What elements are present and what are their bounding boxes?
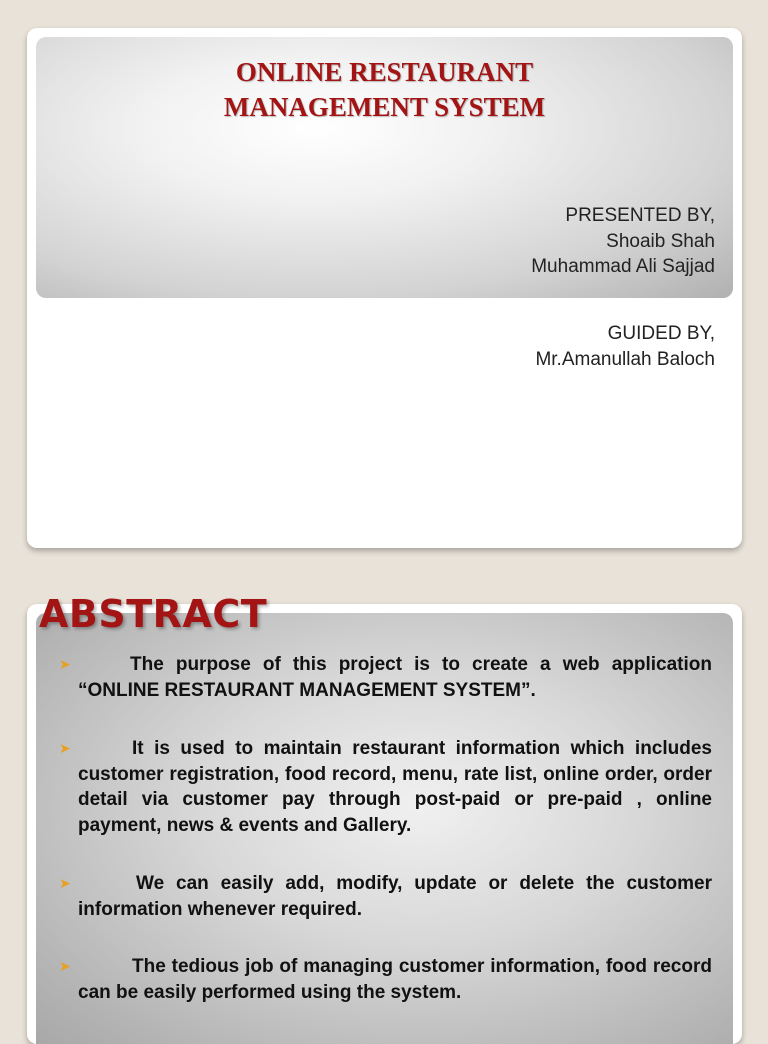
presented-by-label: PRESENTED BY, bbox=[565, 205, 715, 226]
guide-name: Mr.Amanullah Baloch bbox=[535, 349, 715, 370]
title-line-2: MANAGEMENT SYSTEM bbox=[223, 92, 546, 122]
abstract-slide bbox=[27, 604, 742, 1044]
bullet-item: We can easily add, modify, update or delete the customer information whenever required. bbox=[78, 873, 712, 920]
presenter-name: Muhammad Ali Sajjad bbox=[531, 256, 715, 277]
title-banner bbox=[36, 37, 733, 298]
arrow-bullet-icon: ➤ bbox=[59, 958, 71, 974]
abstract-heading: ABSTRACT bbox=[39, 592, 268, 636]
title-slide bbox=[27, 28, 742, 548]
arrow-bullet-icon: ➤ bbox=[59, 875, 71, 891]
guides-block bbox=[535, 321, 715, 373]
arrow-bullet-icon: ➤ bbox=[59, 740, 71, 756]
abstract-panel bbox=[36, 613, 733, 1044]
presentation-title bbox=[36, 55, 733, 125]
presenter-name: Shoaib Shah bbox=[606, 230, 715, 252]
bullet-item: It is used to maintain restaurant information which includes customer registration, food record, menu, rate list, online order, order detail via customer pay through post-paid or pre-paid , online payment, news & events and Gallery. bbox=[78, 738, 712, 836]
arrow-bullet-icon: ➤ bbox=[59, 656, 71, 672]
presenters-block bbox=[531, 203, 715, 280]
bullet-item: The tedious job of managing customer information, food record can be easily performed using the system. bbox=[78, 956, 712, 1003]
bullet-item: The purpose of this project is to create a web application “ONLINE RESTAURANT MANAGEMENT SYSTEM”. bbox=[78, 654, 712, 701]
title-line-1: ONLINE RESTAURANT bbox=[235, 57, 534, 87]
guided-by-label: GUIDED BY, bbox=[607, 323, 715, 344]
